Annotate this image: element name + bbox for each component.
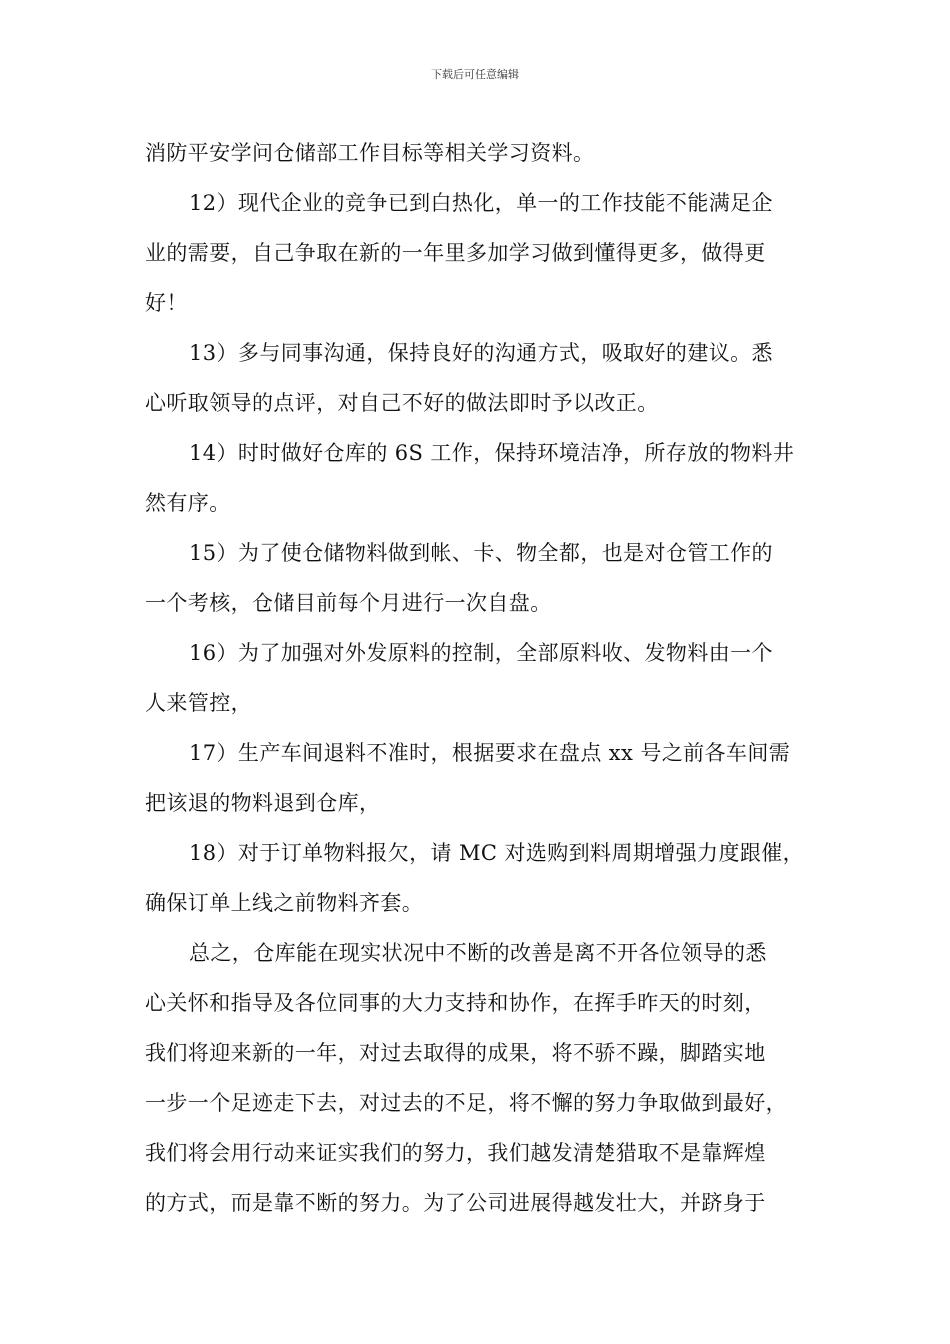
header-note: 下载后可任意编辑 bbox=[431, 68, 519, 81]
text-line: 然有序。 bbox=[145, 491, 231, 515]
text-line: 13）多与同事沟通，保持良好的沟通方式，吸取好的建议。悉 bbox=[189, 341, 773, 365]
text-line: 15）为了使仓储物料做到帐、卡、物全都，也是对仓管工作的 bbox=[189, 541, 773, 565]
text-line: 确保订单上线之前物料齐套。 bbox=[145, 891, 424, 915]
text-line: 人来管控， bbox=[145, 691, 252, 715]
text-line: 心听取领导的点评，对自己不好的做法即时予以改正。 bbox=[145, 391, 659, 415]
text-line: 业的需要，自己争取在新的一年里多加学习做到懂得更多，做得更 bbox=[145, 241, 766, 265]
text-line: 18）对于订单物料报欠，请 MC 对选购到料周期增强力度跟催， bbox=[189, 841, 805, 865]
text-line: 一步一个足迹走下去，对过去的不足，将不懈的努力争取做到最好， bbox=[145, 1091, 787, 1115]
text-line: 14）时时做好仓库的 6S 工作，保持环境洁净，所存放的物料井 bbox=[189, 441, 795, 465]
document-body bbox=[145, 128, 810, 1228]
text-line: 总之，仓库能在现实状况中不断的改善是离不开各位领导的悉 bbox=[189, 941, 767, 965]
text-line: 把该退的物料退到仓库， bbox=[145, 791, 381, 815]
text-line: 的方式，而是靠不断的努力。为了公司进展得越发壮大，并跻身于 bbox=[145, 1191, 766, 1215]
text-line: 17）生产车间退料不准时，根据要求在盘点 xx 号之前各车间需 bbox=[189, 741, 791, 765]
text-line: 我们将迎来新的一年，对过去取得的成果，将不骄不躁，脚踏实地 bbox=[145, 1041, 766, 1065]
text-line: 我们将会用行动来证实我们的努力，我们越发清楚猎取不是靠辉煌 bbox=[145, 1141, 766, 1165]
text-line: 16）为了加强对外发原料的控制，全部原料收、发物料由一个 bbox=[189, 641, 773, 665]
text-line: 心关怀和指导及各位同事的大力支持和协作，在挥手昨天的时刻， bbox=[145, 991, 766, 1015]
text-line: 消防平安学问仓储部工作目标等相关学习资料。 bbox=[145, 141, 595, 165]
text-line: 一个考核，仓储目前每个月进行一次自盘。 bbox=[145, 591, 552, 615]
text-line: 12）现代企业的竞争已到白热化，单一的工作技能不能满足企 bbox=[189, 191, 773, 215]
text-line: 好！ bbox=[145, 291, 188, 315]
